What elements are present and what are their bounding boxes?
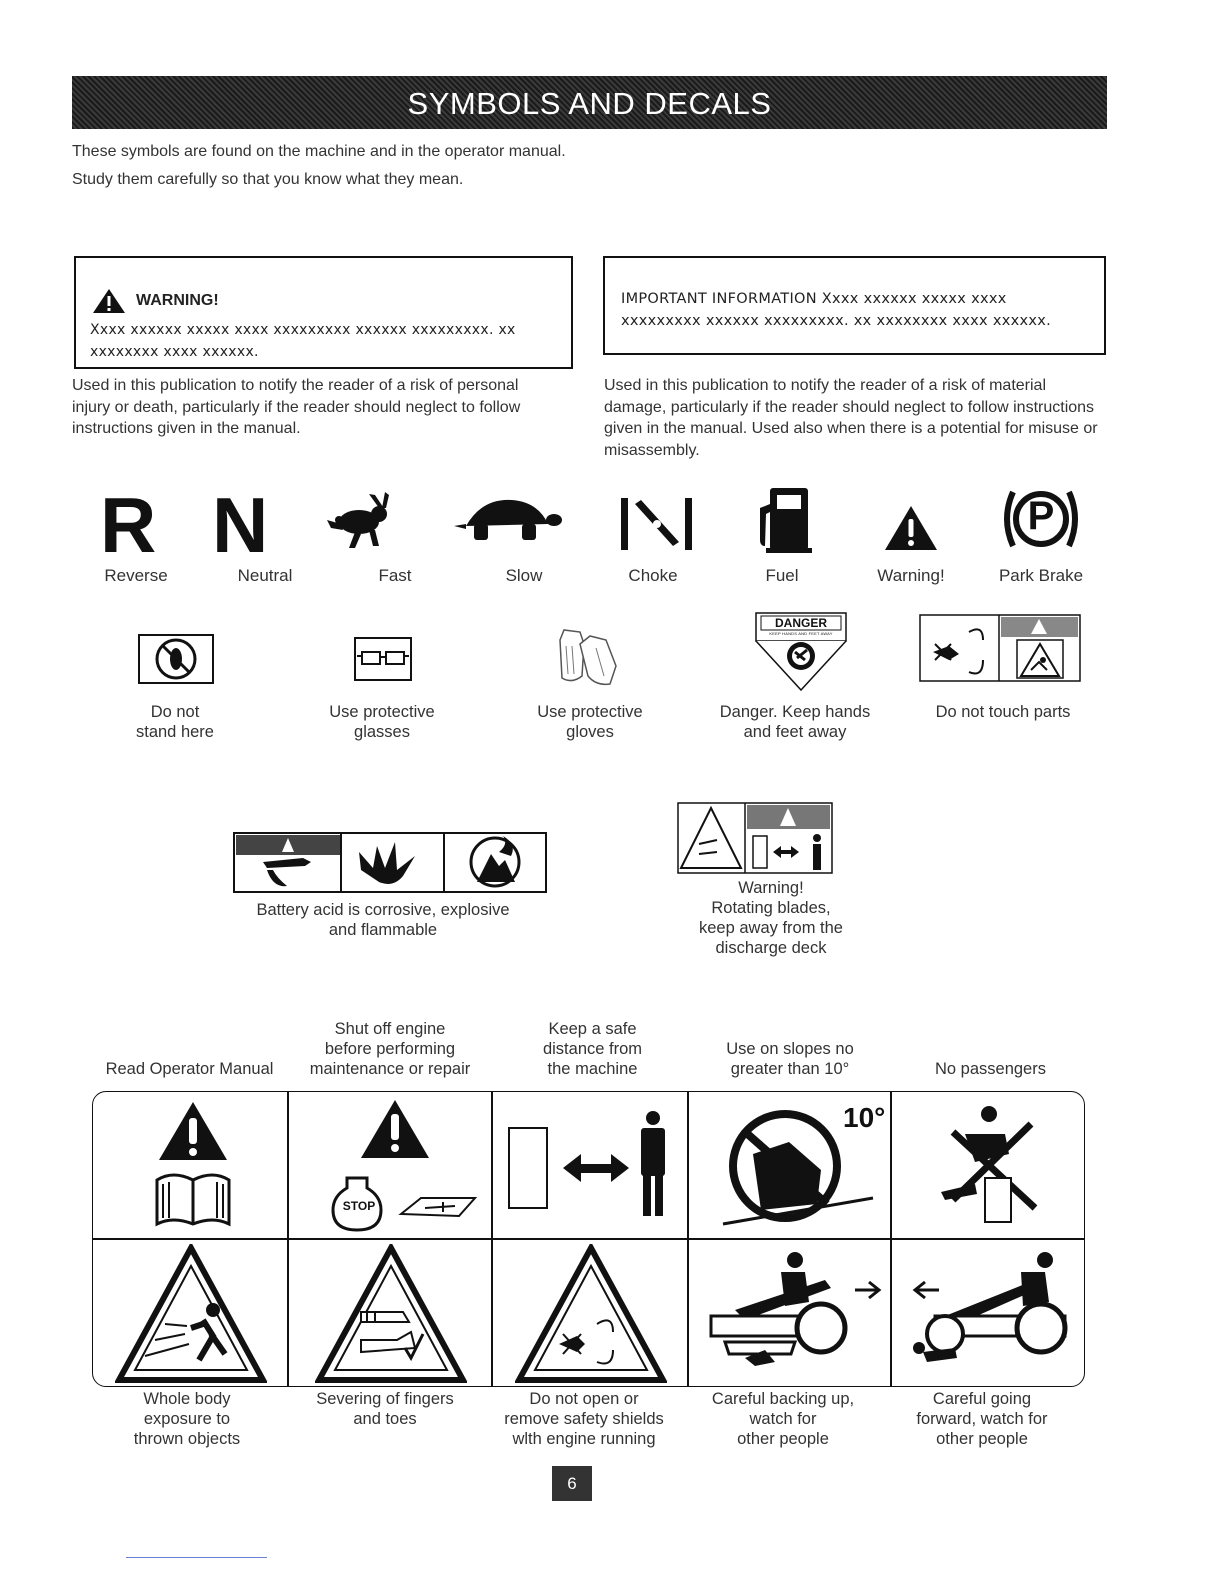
- intro-line-1: These symbols are found on the machine and in the operator manual.: [72, 143, 566, 160]
- caption-line: Rotating blades,: [711, 899, 831, 917]
- danger-caption: [700, 702, 890, 742]
- blades-caption: [673, 878, 869, 958]
- warning-heading-text: WARNING!: [136, 292, 219, 309]
- severing-caption: [290, 1389, 480, 1429]
- park-brake-label: Park Brake: [998, 566, 1084, 585]
- choke-label: Choke: [628, 566, 678, 585]
- going-forward-icon: [905, 1250, 1081, 1370]
- battery-caption: [223, 900, 543, 940]
- caption-line: other people: [737, 1430, 829, 1448]
- read-manual-header: Read Operator Manual: [105, 1060, 274, 1078]
- warning-label: Warning!: [877, 566, 945, 585]
- page-title: SYMBOLS AND DECALS: [72, 76, 1107, 129]
- read-manual-icon: [143, 1100, 243, 1228]
- caption-line: Use on slopes no: [726, 1040, 854, 1058]
- caption-line: Whole body: [143, 1390, 231, 1408]
- caption-line: before performing: [324, 1040, 456, 1058]
- caption-line: Severing of fingers: [316, 1390, 454, 1408]
- glasses-icon: [354, 637, 412, 681]
- caption-line: the machine: [547, 1060, 638, 1078]
- caption-line: Careful backing up,: [711, 1390, 855, 1408]
- warning-description: Used in this publication to notify the reader of a risk of personal injury or death, particularly if the reader should neglect to follow instructions given in the manual.: [72, 377, 521, 437]
- warning-placeholder-text: Xxxx xxxxxx xxxxx xxxx xxxxxxxxx xxxxxx xxxxxxxxx. xx xxxxxxxx xxxx xxxxxx.: [90, 322, 516, 360]
- no-passengers-header: No passengers: [935, 1060, 1046, 1078]
- caption-line: glasses: [354, 723, 410, 741]
- gloves-icon: [550, 626, 622, 688]
- caption-line: keep away from the: [699, 919, 843, 937]
- caption-line: greater than 10°: [730, 1060, 850, 1078]
- caption-line: exposure to: [143, 1410, 231, 1428]
- danger-badge-text: DANGER: [774, 616, 827, 630]
- important-info-description: Used in this publication to notify the reader of a risk of material damage, particularly if the reader should neglect to follow instructions given in the manual. Used also when there is a potential for misuse or misassembly.: [604, 377, 1098, 459]
- caption-line: maintenance or repair: [309, 1060, 471, 1078]
- safe-distance-icon: [507, 1110, 677, 1222]
- caption-line: Careful going: [932, 1390, 1032, 1408]
- caption-line: Use protective: [537, 703, 643, 721]
- no-touch-caption: Do not touch parts: [935, 703, 1071, 721]
- page-number: 6: [552, 1466, 592, 1501]
- warning-triangle-icon: [92, 288, 126, 314]
- safety-shields-caption: [484, 1389, 684, 1449]
- caption-line: stand here: [136, 723, 214, 741]
- caption-line: remove safety shields: [504, 1410, 664, 1428]
- warning-heading: [92, 288, 557, 314]
- severing-icon: [315, 1244, 467, 1384]
- caption-line: thrown objects: [133, 1430, 241, 1448]
- reverse-symbol: R: [100, 481, 157, 569]
- slopes-header: [690, 1039, 890, 1079]
- glasses-caption: [300, 702, 464, 742]
- caption-line: distance from: [542, 1040, 643, 1058]
- turtle-icon: [452, 496, 562, 544]
- choke-icon: [617, 494, 697, 554]
- caption-line: forward, watch for: [916, 1410, 1048, 1428]
- safe-distance-header: [495, 1019, 690, 1079]
- rotating-blades-decal: [677, 802, 833, 874]
- caption-line: and feet away: [743, 723, 847, 741]
- slope-degrees: 10°: [843, 1102, 886, 1133]
- important-info-text: IMPORTANT INFORMATION Xxxx xxxxxx xxxxx xxxx xxxxxxxxx xxxxxx xxxxxxxxx. xx xxxxxxxx xxxx xxxxxx.: [621, 291, 1052, 329]
- caption-line: Do not: [150, 703, 200, 721]
- no-passengers-icon: [935, 1104, 1045, 1224]
- shut-off-header: [290, 1019, 490, 1079]
- caption-line: gloves: [566, 723, 614, 741]
- caption-line: other people: [936, 1430, 1028, 1448]
- no-touch-parts-icon: [919, 614, 1081, 682]
- caption-line: watch for: [749, 1410, 817, 1428]
- park-brake-glyph: P: [1027, 494, 1055, 538]
- thrown-objects-icon: [115, 1244, 267, 1384]
- intro-line-2: Study them carefully so that you know what they mean.: [72, 171, 464, 188]
- caption-line: Warning!: [738, 879, 804, 897]
- caption-line: Shut off engine: [334, 1020, 446, 1038]
- caption-line: Battery acid is corrosive, explosive: [256, 901, 510, 919]
- reverse-label: Reverse: [104, 566, 168, 585]
- no-stand-caption: [95, 702, 255, 742]
- neutral-label: Neutral: [237, 566, 293, 585]
- stop-label: STOP: [342, 1199, 376, 1213]
- backing-up-caption: [684, 1389, 882, 1449]
- fast-label: Fast: [378, 566, 412, 585]
- gloves-caption: [508, 702, 672, 742]
- fuel-label: Fuel: [765, 566, 799, 585]
- safety-symbol-grid: [92, 1091, 1085, 1387]
- neutral-symbol: N: [212, 481, 269, 569]
- stop-engine-icon: [325, 1098, 485, 1234]
- thrown-objects-caption: [92, 1389, 282, 1449]
- warning-triangle-icon: [884, 505, 938, 551]
- grid-divider: [93, 1238, 1084, 1240]
- danger-decal: [755, 612, 847, 692]
- no-stand-icon: [138, 634, 214, 684]
- caption-line: wlth engine running: [512, 1430, 656, 1448]
- slow-label: Slow: [505, 566, 543, 585]
- footer-rule: [126, 1557, 267, 1558]
- backing-up-icon: [705, 1250, 885, 1370]
- fuel-pump-icon: [752, 484, 814, 554]
- important-info-box: [603, 256, 1106, 355]
- rabbit-icon: [325, 490, 397, 550]
- caption-line: Do not open or: [529, 1390, 639, 1408]
- caption-line: and toes: [353, 1410, 417, 1428]
- safety-shields-icon: [515, 1244, 667, 1384]
- caption-line: Danger. Keep hands: [719, 703, 871, 721]
- intro-text: [72, 141, 592, 197]
- danger-small-text: KEEP HANDS AND FEET AWAY: [769, 631, 833, 636]
- caption-line: Keep a safe: [548, 1020, 637, 1038]
- going-forward-caption: [884, 1389, 1080, 1449]
- warning-box: [74, 256, 573, 369]
- battery-decal: [233, 832, 547, 894]
- park-brake-icon: [999, 486, 1083, 552]
- caption-line: and flammable: [328, 921, 438, 939]
- caption-line: discharge deck: [715, 939, 827, 957]
- caption-line: Use protective: [329, 703, 435, 721]
